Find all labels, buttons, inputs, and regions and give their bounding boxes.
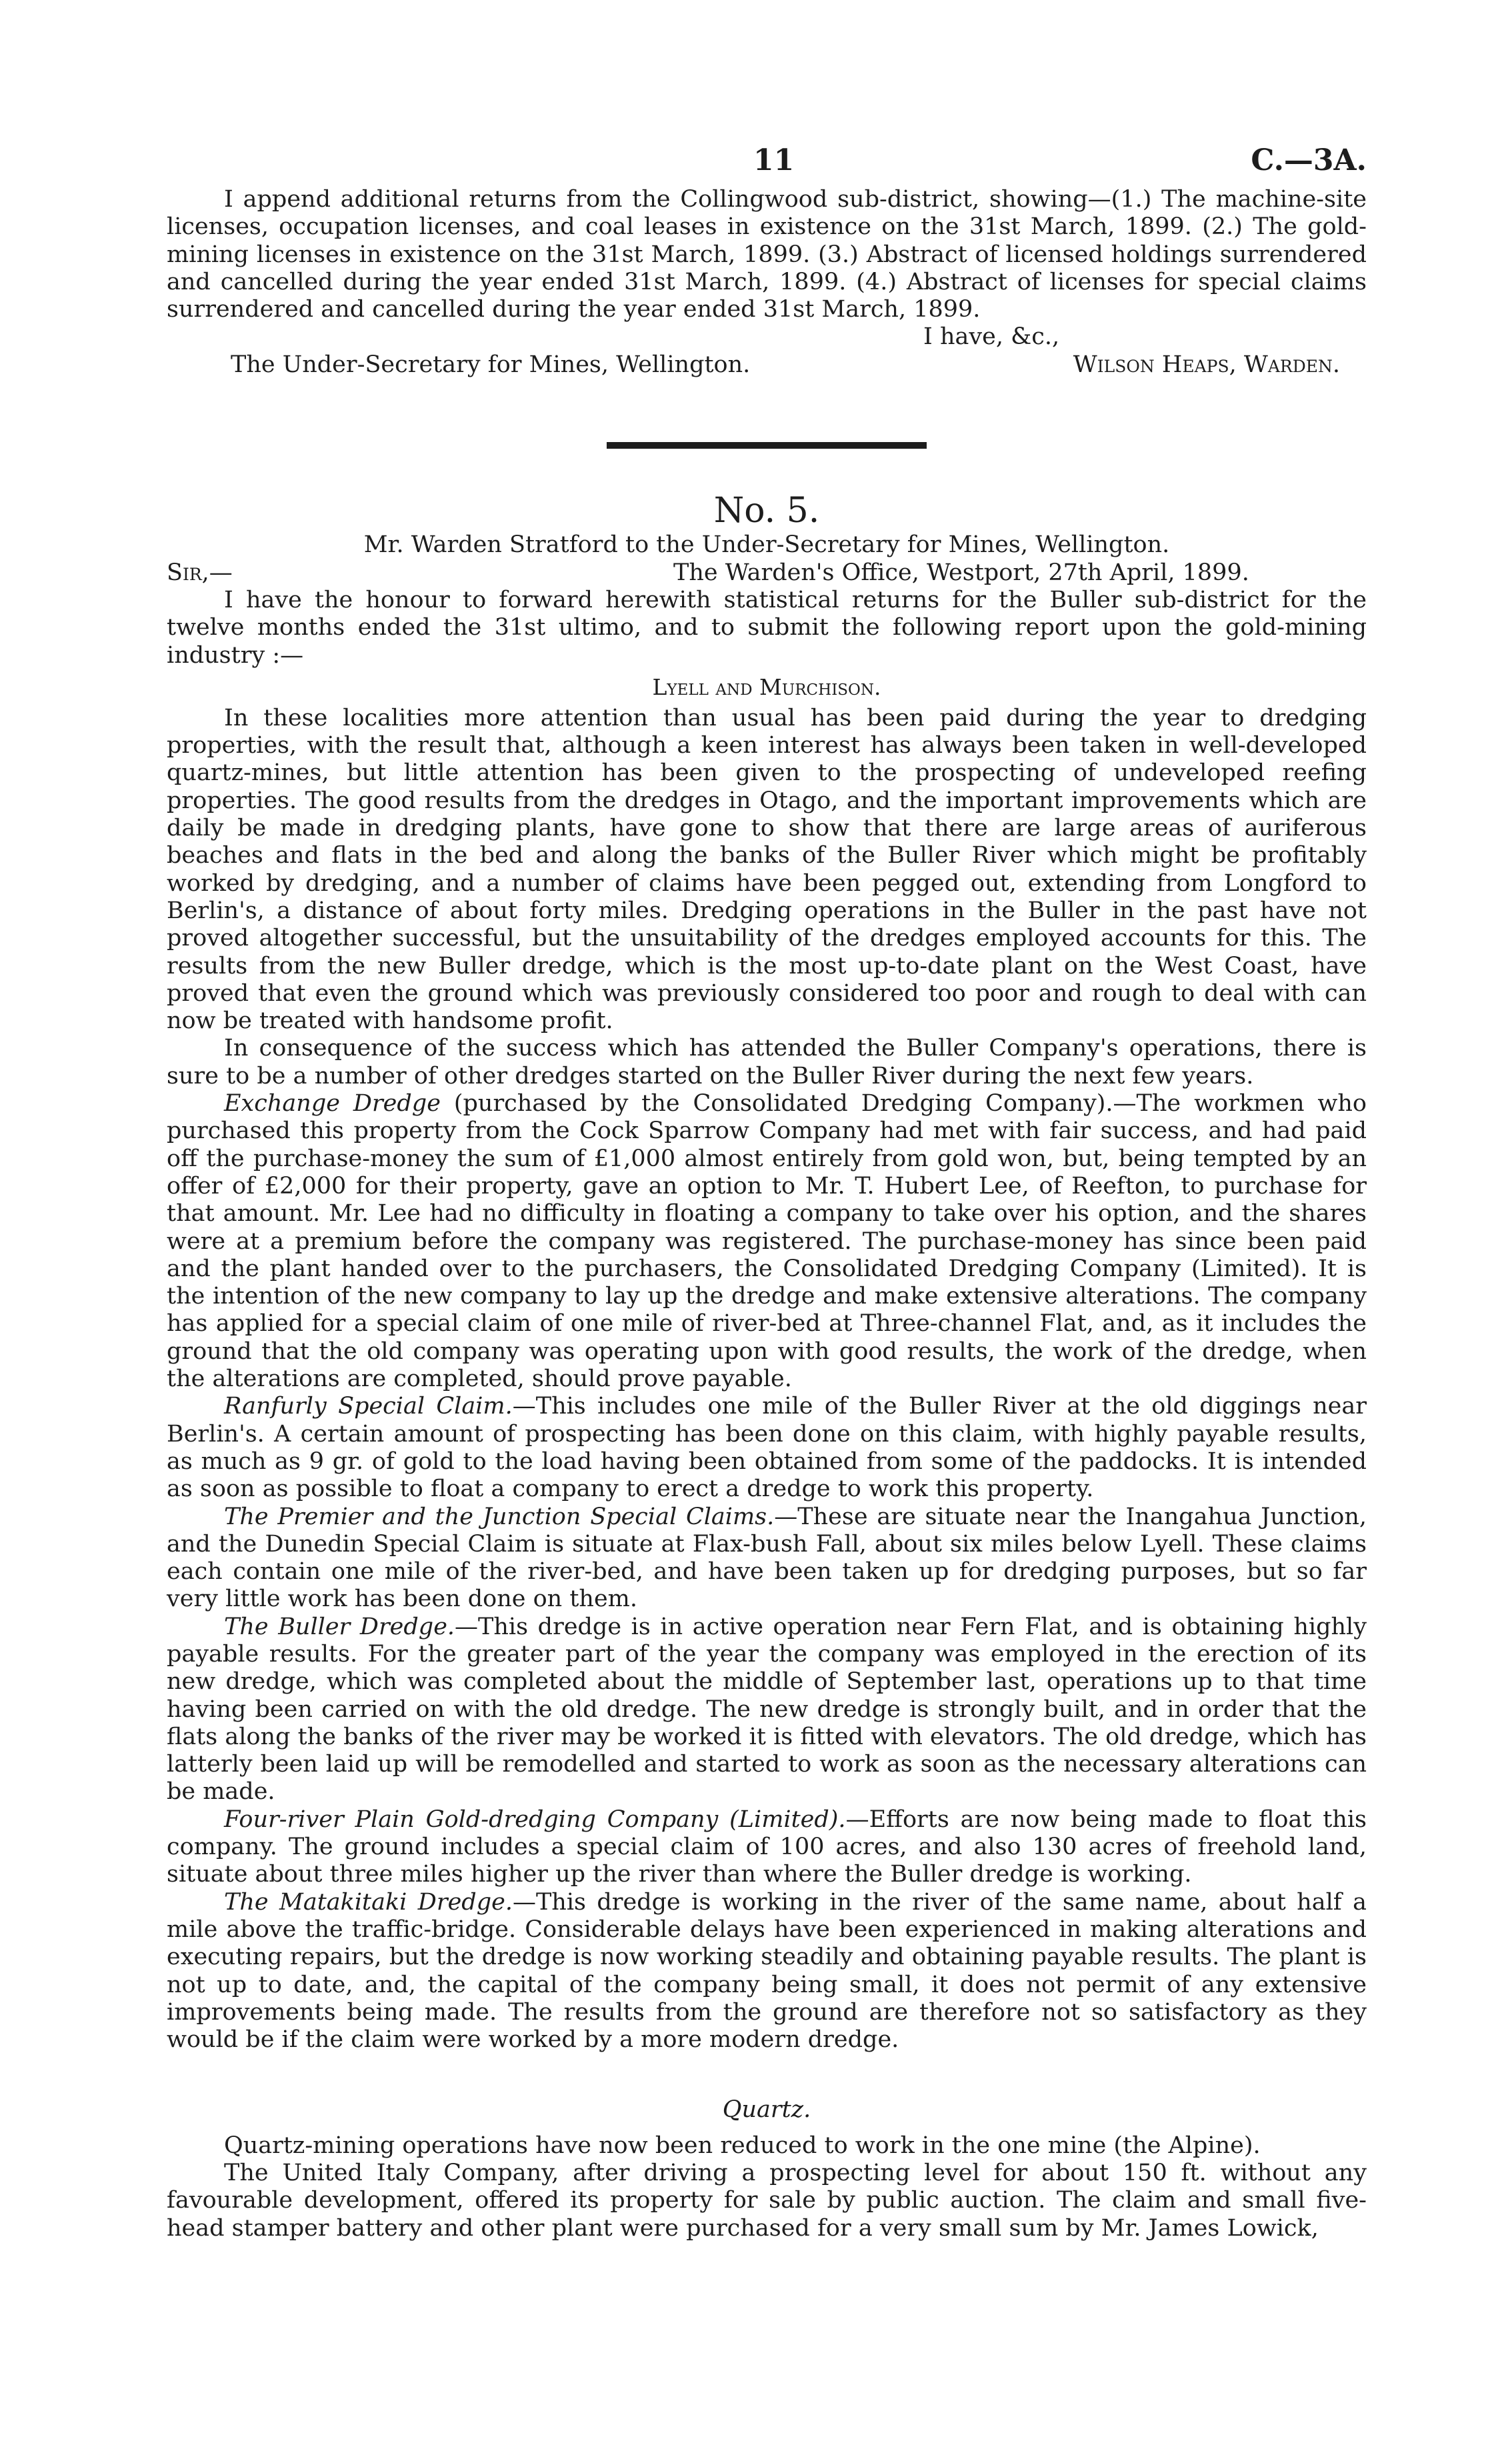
intro-paragraph: I append additional returns from the Collingwood sub-district, showing—(1.) The machine-site licenses, occupation licenses, and coal leases in existence on the 31st March, 1899. (2.) The gold-mining licenses in existence on the 31st March, 1899. (3.) Abstract of licensed holdings surrendered and cancelled during the year ended 31st March, 1899. (4.) Abstract of licenses for special claims surrendered and cancelled during the year ended 31st March, 1899. bbox=[167, 186, 1367, 323]
office-date: The Warden's Office, Westport, 27th April, 1899. bbox=[673, 559, 1249, 586]
paragraph-quartz-alpine: Quartz-mining operations have now been reduced to work in the one mine (the Alpine). bbox=[224, 2132, 1261, 2159]
four-river-text: —Efforts are now being made to float this company. The ground includes a special claim of 100 acres, and also 130 acres of freehold land, situate about three miles higher up the river than where the Buller dredge is working. bbox=[167, 1806, 1367, 1888]
exchange-dredge-title: Exchange Dredge bbox=[224, 1090, 441, 1117]
premier-title: The Premier and the Junction Special Claims. bbox=[224, 1503, 775, 1530]
paragraph-four-river bbox=[167, 1806, 1367, 1889]
premier-text: —These are situate near the Inangahua Junction, and the Dunedin Special Claim is situate at Flax-bush Fall, about six miles below Lyell. These claims each contain one mile of the river-bed, and have been taken up for dredging purposes, but so far very little work has been done on them. bbox=[167, 1503, 1367, 1613]
matakitaki-text: —This dredge is working in the river of the same name, about half a mile above the traffic-bridge. Considerable delays have been experienced in making alterations and executing repairs, but the dredge is now working steadily and obtaining payable results. The plant is not up to date, and, the capital of the company being small, it does not permit of any extensive improvements being made. The results from the ground are therefore not so satisfactory as they would be if the claim were worked by a more modern dredge. bbox=[167, 1888, 1367, 2054]
letter-number: No. 5. bbox=[713, 491, 820, 531]
letter-opening: I have the honour to forward herewith statistical returns for the Buller sub-district for the twelve months ended the 31st ultimo, and to submit the following report upon the gold-mining industry :— bbox=[167, 587, 1367, 669]
paragraph-matakitaki bbox=[167, 1889, 1367, 2054]
document-page bbox=[167, 143, 1367, 2242]
paragraph-buller-success: In consequence of the success which has attended the Buller Company's operations, there is sure to be a number of other dredges started on the Buller River during the next few years. bbox=[167, 1035, 1367, 1089]
exchange-dredge-text: (purchased by the Consolidated Dredging Company).—The workmen who purchased this property from the Cock Sparrow Company had met with fair success, and had paid off the purchase-money the sum of £1,000 almost entirely from gold won, but, being tempted by an offer of £2,000 for their property, gave an option to Mr. T. Hubert Lee, of Reefton, to purchase for that amount. Mr. Lee had no difficulty in floating a company to take over his option, and the shares were at a premium before the company was registered. The purchase-money has since been paid and the plant handed over to the purchasers, the Consolidated Dredging Company (Limited). It is the intention of the new company to lay up the dredge and make extensive alterations. The company has applied for a special claim of one mile of river-bed at Three-channel Flat, and, as it includes the ground that the old company was operating upon with good results, the work of the dredge, when the alterations are completed, should prove payable. bbox=[167, 1090, 1367, 1393]
section-divider bbox=[607, 442, 927, 449]
paragraph-premier-junction bbox=[167, 1504, 1367, 1614]
signoff-row bbox=[167, 351, 1367, 379]
section-heading-quartz: Quartz. bbox=[722, 2096, 811, 2124]
matakitaki-title: The Matakitaki Dredge. bbox=[224, 1888, 513, 1916]
ranfurly-text: —This includes one mile of the Buller River at the old diggings near Berlin's. A certain amount of prospecting has been done on this claim, with highly payable results, as much as 9 gr. of gold to the load having been obtained from some of the paddocks. It is intended as soon as possible to float a company to erect a dredge to work this property. bbox=[167, 1393, 1367, 1503]
buller-dredge-title: The Buller Dredge. bbox=[224, 1613, 455, 1640]
section-heading-lyell: Lyell and Murchison. bbox=[652, 673, 881, 700]
paragraph-dredging-overview: In these localities more attention than usual has been paid during the year to dredging properties, with the result that, although a keen interest has always been taken in well-developed quartz-mines, but little attention has been given to the prospecting of undeveloped reefing properties. The good results from the dredges in Otago, and the important improvements which are daily be made in dredging plants, have gone to show that there are large areas of auriferous beaches and flats in the bed and along the banks of the Buller River which might be profitably worked by dredging, and a number of claims have been pegged out, extending from Longford to Berlin's, a distance of about forty miles. Dredging operations in the Buller in the past have not proved altogether successful, but the unsuitability of the dredges employed accounts for this. The results from the new Buller dredge, which is the most up-to-date plant on the West Coast, have proved that even the ground which was previously considered too poor and rough to deal with can now be treated with handsome profit. bbox=[167, 704, 1367, 1035]
page-number: 11 bbox=[753, 143, 795, 177]
reference-code: C.—3A. bbox=[1251, 143, 1367, 177]
ranfurly-title: Ranfurly Special Claim. bbox=[224, 1393, 513, 1420]
paragraph-exchange-dredge bbox=[167, 1090, 1367, 1393]
four-river-title: Four-river Plain Gold-dredging Company (Limited). bbox=[224, 1806, 846, 1833]
paragraph-united-italy: The United Italy Company, after driving a prospecting level for about 150 ft. without any favourable development, offered its property for sale by public auction. The claim and small five-head stamper battery and other plant were purchased for a very small sum by Mr. James Lowick, bbox=[167, 2160, 1367, 2242]
buller-dredge-text: —This dredge is in active operation near Fern Flat, and is obtaining highly payable results. For the greater part of the year the company was employed in the erection of its new dredge, which was completed about the middle of September last, operations up to that time having been carried on with the old dredge. The new dredge is strongly built, and in order that the flats along the banks of the river may be worked it is fitted with elevators. The old dredge, which has latterly been laid up will be remodelled and started to work as soon as the necessary alterations can be made. bbox=[167, 1613, 1367, 1806]
salutation: Sir,— bbox=[167, 559, 233, 586]
addressee: The Under-Secretary for Mines, Wellington. bbox=[231, 351, 751, 378]
salutation-row bbox=[167, 559, 1367, 587]
paragraph-buller-dredge bbox=[167, 1614, 1367, 1806]
signature: Wilson Heaps, Warden. bbox=[1073, 351, 1340, 378]
closing-have: I have, &c., bbox=[923, 323, 1060, 351]
letter-from-to: Mr. Warden Stratford to the Under-Secretary for Mines, Wellington. bbox=[363, 531, 1170, 559]
paragraph-ranfurly bbox=[167, 1393, 1367, 1503]
page-header bbox=[167, 143, 1367, 186]
